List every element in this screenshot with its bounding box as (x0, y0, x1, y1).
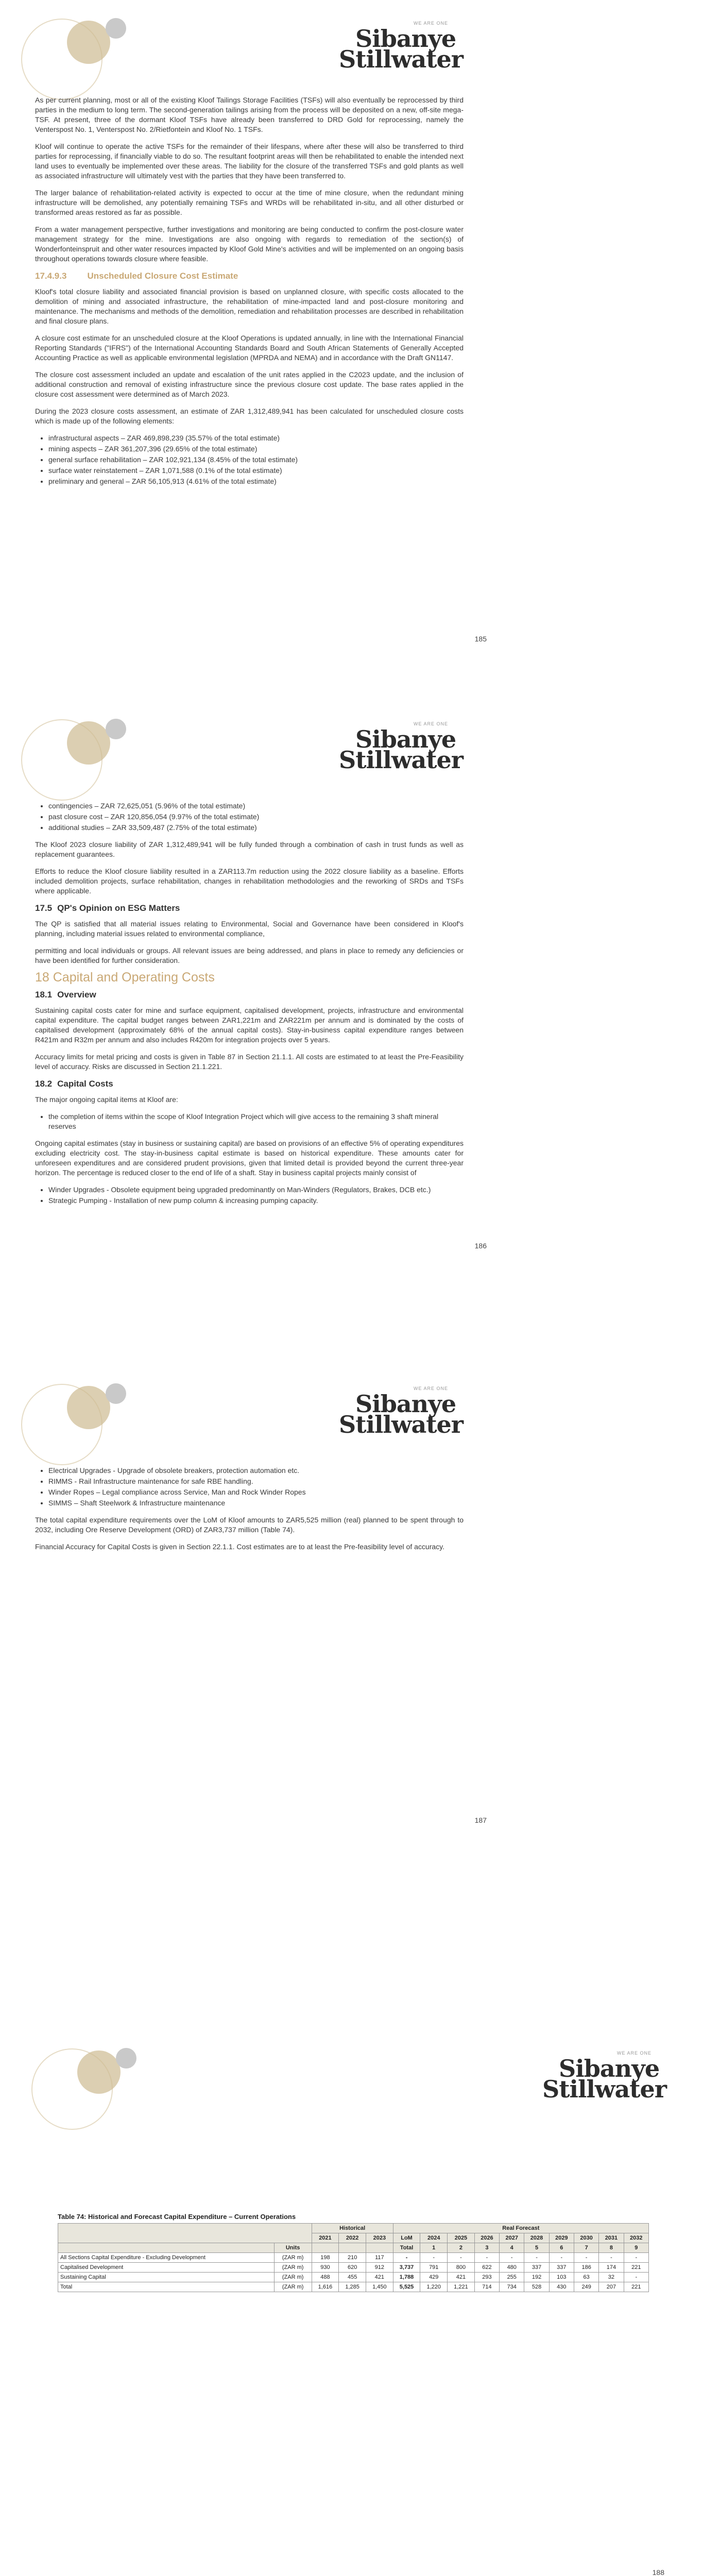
group-real-forecast: Real Forecast (393, 2224, 648, 2233)
col-header: 9 (624, 2243, 648, 2253)
page-number: 188 (652, 2568, 664, 2576)
table-cell: 1,450 (366, 2282, 393, 2292)
paragraph: The major ongoing capital items at Kloof are: (35, 1095, 178, 1104)
paragraph: As per current planning, most or all of the existing Kloof Tailings Storage Facilities (TSFs) will also eventually be reprocessed by third parties in the medium to long term. The second-generation tailings arising from the process will be deposited on a new, off-site mega-TSF. At present, three of the dormant Kloof TSFs have already been transferred to DRD Gold for reprocessing, namely the Venterspost No. 1, Venterspost No. 2/Rietfontein and Kloof No. 1 TSFs. (35, 96, 464, 133)
col-header: Total (393, 2243, 420, 2253)
table-cell: - (524, 2253, 549, 2263)
logo-line2: Stillwater (339, 746, 464, 774)
col-header: 2023 (366, 2233, 393, 2243)
row-units: (ZAR m) (274, 2282, 312, 2292)
sibanye-stillwater-logo: WE ARE ONE Sibanye Stillwater (339, 21, 464, 73)
paragraph: The larger balance of rehabilitation-related activity is expected to occur at the time of mine closure, when the redundant mining infrastructure will be demolished, any potentially remaining TSFs and WRDs will be rehabilitated in-situ, and all other disturbed or transformed areas restored as far as possible. (35, 189, 464, 216)
table-cell: 255 (500, 2273, 524, 2282)
col-header: 5 (524, 2243, 549, 2253)
table-cell: 337 (524, 2263, 549, 2273)
group-historical: Historical (312, 2224, 393, 2233)
col-header: 1 (420, 2243, 448, 2253)
paragraph: Financial Accuracy for Capital Costs is given in Section 22.1.1. Cost estimates are to at least the Pre-feasibility level of accuracy. (35, 1543, 444, 1551)
list-item: • past closure cost – ZAR 120,856,054 (9.97% of the total estimate) (48, 812, 464, 822)
col-header: LoM (393, 2233, 420, 2243)
table-title: Table 74: Historical and Forecast Capital Expenditure – Current Operations (58, 2213, 296, 2221)
table-cell: 455 (339, 2273, 366, 2282)
table-cell: 337 (549, 2263, 574, 2273)
table-cell: 622 (474, 2263, 499, 2273)
table-row (58, 2253, 649, 2263)
col-header: 2022 (339, 2233, 366, 2243)
paragraph: The Kloof 2023 closure liability of ZAR 1,312,489,941 will be fully funded through a combination of cash in trust funds as well as replacement guarantees. (35, 840, 464, 858)
table-cell: 1,220 (420, 2282, 448, 2292)
table-cell: - (500, 2253, 524, 2263)
sib-projects-list (35, 1185, 464, 1206)
table-cell: 1,285 (339, 2282, 366, 2292)
paragraph: Accuracy limits for metal pricing and costs is given in Table 87 in Section 21.1.1. All costs are estimated to at least the Pre-Feasibility level of accuracy. Risks are discussed in Section 21.1.221. (35, 1053, 464, 1071)
col-header: 2021 (312, 2233, 339, 2243)
col-header: 2025 (448, 2233, 475, 2243)
table-cell: 3,737 (393, 2263, 420, 2273)
sib-projects-list (35, 1466, 464, 1508)
table-cell: 1,788 (393, 2273, 420, 2282)
table-cell: 192 (524, 2273, 549, 2282)
table-header-row (58, 2243, 649, 2253)
list-item: • SIMMS – Shaft Steelwork & Infrastructure maintenance (48, 1498, 464, 1508)
logo-line1: Sibanye (355, 25, 456, 53)
list-item: • Winder Upgrades - Obsolete equipment being upgraded predominantly on Man-Winders (Regulators, Brakes, DCB etc.) (48, 1185, 464, 1195)
section-heading-17-5: 17.5 QP's Opinion on ESG Matters (35, 903, 180, 913)
col-header: 2030 (574, 2233, 598, 2243)
list-item: • general surface rehabilitation – ZAR 102,921,134 (8.45% of the total estimate) (48, 455, 464, 465)
col-header: 4 (500, 2243, 524, 2253)
list-item: • surface water reinstatement – ZAR 1,071,588 (0.1% of the total estimate) (48, 466, 464, 476)
table-cell: 249 (574, 2282, 598, 2292)
table-cell: 421 (366, 2273, 393, 2282)
chapter-heading-18: 18 Capital and Operating Costs (35, 970, 215, 985)
page-number: 187 (474, 1816, 487, 1824)
table-cell: 186 (574, 2263, 598, 2273)
table-cell: 714 (474, 2282, 499, 2292)
table-cell: 32 (599, 2273, 624, 2282)
sibanye-stillwater-logo: WE ARE ONE Sibanye Stillwater (542, 2050, 667, 2103)
paragraph: During the 2023 closure costs assessment, an estimate of ZAR 1,312,489,941 has been calculated for unscheduled closure costs which is made up of the following elements: (35, 407, 464, 425)
closure-cost-list (35, 801, 464, 833)
paragraph: The closure cost assessment included an update and escalation of the unit rates applied in the C2023 update, and the inclusion of additional construction and removal of existing infrastructure since the previous closure cost update. The base rates applied in the closure cost assessment were determined as of March 2023. (35, 370, 464, 398)
paragraph: The total capital expenditure requirements over the LoM of Kloof amounts to ZAR5,525 million (real) planned to be spent through to 2032, including Ore Reserve Development (ORD) of ZAR3,737 million (Table 74). (35, 1516, 464, 1534)
table-cell: - (448, 2253, 475, 2263)
table-cell: 207 (599, 2282, 624, 2292)
col-header (312, 2243, 339, 2253)
logo-line2: Stillwater (339, 1411, 464, 1438)
list-item: • contingencies – ZAR 72,625,051 (5.96% of the total estimate) (48, 801, 464, 811)
list-item: • the completion of items within the scope of Kloof Integration Project which will give access to the remaining 3 shaft mineral reserves (48, 1112, 464, 1131)
section-heading-18-1: 18.1 Overview (35, 990, 96, 999)
col-header (339, 2243, 366, 2253)
closure-cost-list (35, 433, 464, 486)
list-item: • preliminary and general – ZAR 56,105,913 (4.61% of the total estimate) (48, 477, 464, 486)
section-heading-17-4-9-3: 17.4.9.3 Unscheduled Closure Cost Estimate (35, 271, 238, 281)
page-number: 185 (474, 635, 487, 643)
table-cell: 103 (549, 2273, 574, 2282)
row-label: Sustaining Capital (58, 2273, 275, 2282)
page-186 (0, 652, 703, 1303)
table-cell: 5,525 (393, 2282, 420, 2292)
table-cell: 174 (599, 2263, 624, 2273)
table-cell: - (574, 2253, 598, 2263)
table-row (58, 2263, 649, 2273)
table-cell: - (624, 2253, 648, 2263)
page-185 (0, 0, 703, 652)
section-heading-18-2: 18.2 Capital Costs (35, 1079, 113, 1089)
col-header (366, 2243, 393, 2253)
col-header: 2032 (624, 2233, 648, 2243)
capital-items-list (35, 1112, 464, 1131)
list-item: • Electrical Upgrades - Upgrade of obsolete breakers, protection automation etc. (48, 1466, 464, 1476)
page3-body (35, 1466, 464, 1559)
logo-line1: Sibanye (355, 725, 456, 753)
row-units: (ZAR m) (274, 2253, 312, 2263)
paragraph: The QP is satisfied that all material issues relating to Environmental, Social and Governance have been considered in Kloof's planning, including material issues related to environmental compliance, (35, 920, 464, 938)
table-cell: - (420, 2253, 448, 2263)
list-item: • mining aspects – ZAR 361,207,396 (29.65% of the total estimate) (48, 444, 464, 454)
page1-body (35, 95, 464, 494)
paragraph: Kloof's total closure liability and associated financial provision is based on unplanned closure, with specific costs allocated to the demolition of mining and associated infrastructure, the rehabilitation of mine-impacted land and post-closure monitoring and maintenance. The mechanisms and methods of the demolition, remediation and rehabilitation processes are described in rehabilitation and final closure plans. (35, 287, 464, 325)
table-row (58, 2273, 649, 2282)
logo-line2: Stillwater (542, 2075, 667, 2103)
paragraph: A closure cost estimate for an unscheduled closure at the Kloof Operations is updated annually, in line with the International Financial Reporting Standards ("IFRS") of the International Accounting Standards Board and South African Statements of Generally Accepted Accounting Practice as well as applicable environmental legislation (MPRDA and NEMA) and in accordance with the Draft GN1147. (35, 334, 464, 362)
table-header-row (58, 2224, 649, 2233)
table-cell: 912 (366, 2263, 393, 2273)
col-header: 2028 (524, 2233, 549, 2243)
table-cell: 421 (448, 2273, 475, 2282)
table-cell: - (393, 2253, 420, 2263)
col-header: 8 (599, 2243, 624, 2253)
page2-body (35, 801, 464, 1213)
row-label: Capitalised Development (58, 2263, 275, 2273)
table-cell: 293 (474, 2273, 499, 2282)
paragraph: Efforts to reduce the Kloof closure liability resulted in a ZAR113.7m reduction using the 2022 closure liability as a baseline. Efforts included demolition projects, surface rehabilitation, changes in rehabilitation methodologies and the reworking of SRDs and TSFs where applicable. (35, 867, 464, 895)
table-cell: - (599, 2253, 624, 2263)
table-cell: - (549, 2253, 574, 2263)
table-cell: 734 (500, 2282, 524, 2292)
paragraph: permitting and local individuals or groups. All relevant issues are being addressed, and plans in place to remedy any deficiencies or have been identified for further consideration. (35, 946, 464, 964)
empty-header (58, 2224, 312, 2243)
col-header: 2024 (420, 2233, 448, 2243)
table-cell: 528 (524, 2282, 549, 2292)
table-cell: 210 (339, 2253, 366, 2263)
row-label: All Sections Capital Expenditure - Excluding Development (58, 2253, 275, 2263)
row-label: Total (58, 2282, 275, 2292)
table-cell: 930 (312, 2263, 339, 2273)
col-header: 2 (448, 2243, 475, 2253)
logo-line2: Stillwater (339, 45, 464, 73)
paragraph: Sustaining capital costs cater for mine and surface equipment, capitalised development, projects, infrastructure and environmental capital expenditure. The capital budget ranges between ZAR1,221m and ZAR221m per annum and is dominated by the costs of capitalised development (approximately 68% of the annual capital costs). Stay-in-business capital expenditure ranges between R421m and R32m per annum and also includes R420m for integration projects over 5 years. (35, 1006, 464, 1044)
table-cell: 221 (624, 2282, 648, 2292)
list-item: • Strategic Pumping - Installation of new pump column & increasing pumping capacity. (48, 1196, 464, 1206)
list-item: • infrastructural aspects – ZAR 469,898,239 (35.57% of the total estimate) (48, 433, 464, 443)
decorative-circles (31, 2040, 155, 2148)
table-cell: 117 (366, 2253, 393, 2263)
col-header: 2031 (599, 2233, 624, 2243)
col-header: 2026 (474, 2233, 499, 2243)
table-cell: 620 (339, 2263, 366, 2273)
capex-table (58, 2223, 649, 2292)
row-units: (ZAR m) (274, 2273, 312, 2282)
list-item: • RIMMS - Rail Infrastructure maintenance for safe RBE handling. (48, 1477, 464, 1486)
table-cell: - (474, 2253, 499, 2263)
sibanye-stillwater-logo: WE ARE ONE Sibanye Stillwater (339, 721, 464, 774)
paragraph: From a water management perspective, further investigations and monitoring are being conducted to confirm the post-closure water management strategy for the mine. Investigations are also ongoing with regards to remediation of the section(s) of Wonderfonteinspruit and other water resources impacted by Kloof Gold Mine's activities and will be implemented on an ongoing basis throughout operations towards closure where feasible. (35, 225, 464, 263)
table-cell: - (624, 2273, 648, 2282)
col-header: 2027 (500, 2233, 524, 2243)
logo-line1: Sibanye (559, 2055, 660, 2082)
col-header: 2029 (549, 2233, 574, 2243)
table-cell: 1,616 (312, 2282, 339, 2292)
table-cell: 198 (312, 2253, 339, 2263)
col-header: 7 (574, 2243, 598, 2253)
page-number: 186 (474, 1242, 487, 1250)
table-cell: 1,221 (448, 2282, 475, 2292)
table-cell: 488 (312, 2273, 339, 2282)
paragraph: Kloof will continue to operate the active TSFs for the remainder of their lifespans, where after these will also be transferred to third parties for reprocessing, if financially viable to do so. The resultant footprint areas will then be rehabilitated to enable the intended next land uses to eventually be implemented over these areas. The liability for the closure of the transferred TSFs and gold plants as well as associated infrastructure will ultimately vest with the parties that they have been transferred to. (35, 142, 464, 180)
col-header (58, 2243, 275, 2253)
list-item: • Winder Ropes – Legal compliance across Service, Man and Rock Winder Ropes (48, 1487, 464, 1497)
table-cell: 800 (448, 2263, 475, 2273)
logo-line1: Sibanye (355, 1390, 456, 1418)
row-units: (ZAR m) (274, 2263, 312, 2273)
sibanye-stillwater-logo: WE ARE ONE Sibanye Stillwater (339, 1386, 464, 1438)
table-cell: 430 (549, 2282, 574, 2292)
paragraph: Ongoing capital estimates (stay in business or sustaining capital) are based on provisions of an effective 5% of operating expenditures excluding electricity cost. The stay-in-business capital estimate is based on historical expenditure. These amounts cater for unforeseen expenditures and are considered prudent provisions, given that limited detail is provided beyond the current three-year horizon. The percentage is reduced closer to the end of life of a shaft. Stay in business capital projects mainly consist of (35, 1139, 464, 1177)
col-header: 3 (474, 2243, 499, 2253)
table-cell: 63 (574, 2273, 598, 2282)
page-187 (0, 1303, 703, 1955)
col-header: Units (274, 2243, 312, 2253)
page-188 (0, 1955, 703, 2576)
table-cell: 480 (500, 2263, 524, 2273)
col-header: 6 (549, 2243, 574, 2253)
table-cell: 791 (420, 2263, 448, 2273)
table-cell: 221 (624, 2263, 648, 2273)
table-row (58, 2282, 649, 2292)
table-cell: 429 (420, 2273, 448, 2282)
list-item: • additional studies – ZAR 33,509,487 (2.75% of the total estimate) (48, 823, 464, 833)
